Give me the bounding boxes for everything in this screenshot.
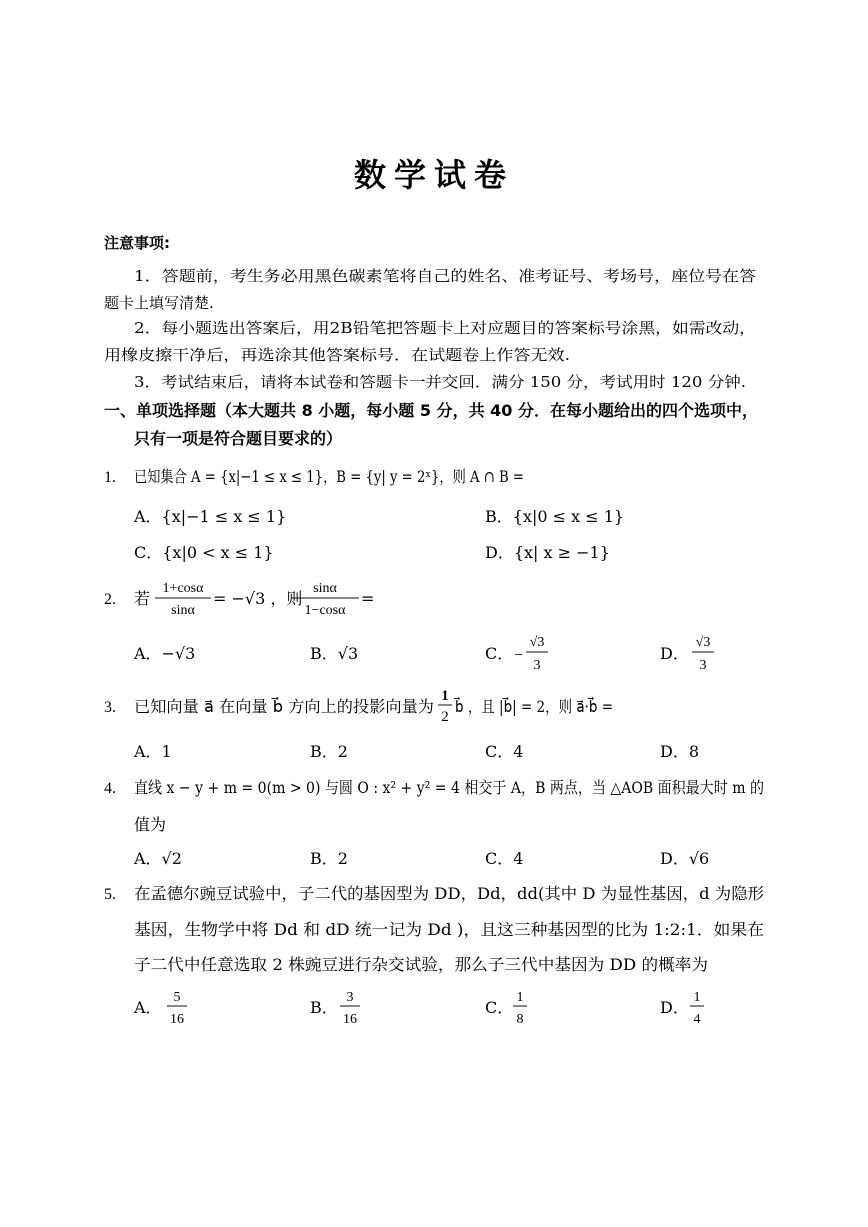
q2-frac1-num: 1+cosα [162, 581, 204, 596]
question-1 [104, 467, 624, 562]
q5-option-a-num: 5 [173, 990, 181, 1005]
q2-option-c-den: 3 [533, 658, 541, 673]
q2-mid: = −√3 ，则 [213, 589, 303, 608]
q5-option-a: A． [134, 998, 162, 1017]
q2-option-c: C． [485, 644, 514, 663]
q5-text-line1: 在孟德尔豌豆试验中，子二代的基因型为 DD，Dd，dd(其中 D 为显性基因，d 为隐形 [134, 884, 764, 903]
q5-text-line2: 基因，生物学中将 Dd 和 dD 统一记为 Dd )，且这三种基因型的比为 1:2:1．如果在 [134, 920, 764, 939]
notice-item1-line2: 题卡上填写清楚. [104, 294, 214, 312]
q1-option-c: C．{x|0 < x ≤ 1} [134, 543, 274, 562]
q1-option-d: D．{x| x ≥ −1} [485, 543, 610, 562]
q3-option-a: A．1 [134, 742, 172, 761]
q2-frac2-den: 1−cosα [304, 603, 346, 618]
q1-text: 已知集合 A = {x|−1 ≤ x ≤ 1}，B = {y| y = 2ˣ}，则 A ∩ B = [134, 467, 524, 486]
q3-number: 3. [104, 699, 116, 716]
q3-lead: 已知向量 a⃗ 在向量 b⃗ 方向上的投影向量为 [134, 697, 434, 716]
notice-item2-line2: 用橡皮擦干净后，再选涂其他答案标号．在试题卷上作答无效. [104, 346, 570, 364]
q5-option-d-num: 1 [693, 990, 701, 1005]
q4-option-a: A．√2 [134, 849, 182, 868]
q2-option-a: A．−√3 [134, 644, 196, 663]
q3-frac-den: 2 [441, 709, 449, 725]
question-4 [104, 778, 764, 868]
q5-option-c: C． [485, 998, 514, 1017]
q4-option-d: D．√6 [660, 849, 710, 868]
notice-item3-line1: 3．考试结束后，请将本试卷和答题卡一并交回．满分 150 分，考试用时 120 分钟. [134, 373, 746, 391]
q5-option-b-den: 16 [343, 1012, 357, 1027]
q5-option-d: D． [660, 998, 689, 1017]
exam-title: 数学试卷 [353, 156, 515, 194]
q4-option-b: B．2 [310, 849, 348, 868]
q2-option-d-den: 3 [699, 658, 707, 673]
q2-option-d: D． [660, 644, 689, 663]
q3-frac-num: 1 [441, 688, 449, 704]
q4-text-line2: 值为 [134, 815, 167, 834]
question-3 [104, 688, 699, 761]
q2-option-c-num: √3 [529, 635, 545, 650]
q2-lead: 若 [134, 589, 151, 608]
question-2 [104, 581, 714, 673]
q2-option-c-sign: − [514, 647, 524, 664]
q2-option-b: B．√3 [310, 644, 359, 663]
q1-number: 1. [104, 469, 116, 486]
q2-option-d-num: √3 [695, 635, 711, 650]
q2-end: = [361, 589, 375, 608]
notice-item1-line1: 1．答题前，考生务必用黑色碳素笔将自己的姓名、准考证号、考场号，座位号在答 [134, 267, 756, 285]
q1-option-a: A．{x|−1 ≤ x ≤ 1} [134, 507, 287, 526]
section1-heading-line1: 一、单项选择题（本大题共 8 小题，每小题 5 分，共 40 分．在每小题给出的四个选项中， [104, 401, 758, 420]
q4-number: 4. [104, 780, 116, 797]
q3-end: b⃗ ，且 |b⃗| = 2，则 a⃗·b⃗ = [453, 697, 613, 716]
notice-heading: 注意事项: [104, 234, 170, 252]
q3-option-d: D．8 [660, 742, 700, 761]
q5-option-d-den: 4 [693, 1012, 701, 1027]
q2-frac2-num: sinα [313, 581, 337, 596]
q5-option-c-den: 8 [516, 1012, 524, 1027]
q5-number: 5. [104, 886, 116, 903]
q2-frac1-den: sinα [171, 603, 195, 618]
q1-option-b: B．{x|0 ≤ x ≤ 1} [485, 507, 625, 526]
q3-option-c: C．4 [485, 742, 524, 761]
question-5 [104, 884, 764, 1027]
section1-heading-line2: 只有一项是符合题目要求的） [134, 429, 343, 448]
q4-option-c: C．4 [485, 849, 524, 868]
q3-option-b: B．2 [310, 742, 348, 761]
q5-option-a-den: 16 [170, 1012, 184, 1027]
notice-item2-line1: 2．每小题选出答案后，用2B铅笔把答题卡上对应题目的答案标号涂黑，如需改动， [134, 319, 756, 337]
q5-option-c-num: 1 [516, 990, 524, 1005]
q4-text-line1: 直线 x − y + m = 0(m > 0) 与圆 O : x² + y² = 4 相交于 A，B 两点，当 △AOB 面积最大时 m 的 [134, 778, 764, 797]
q5-option-b-num: 3 [346, 990, 354, 1005]
q2-number: 2. [104, 591, 116, 608]
q5-text-line3: 子二代中任意选取 2 株豌豆进行杂交试验，那么子三代中基因为 DD 的概率为 [134, 955, 708, 974]
q5-option-b: B． [310, 998, 338, 1017]
